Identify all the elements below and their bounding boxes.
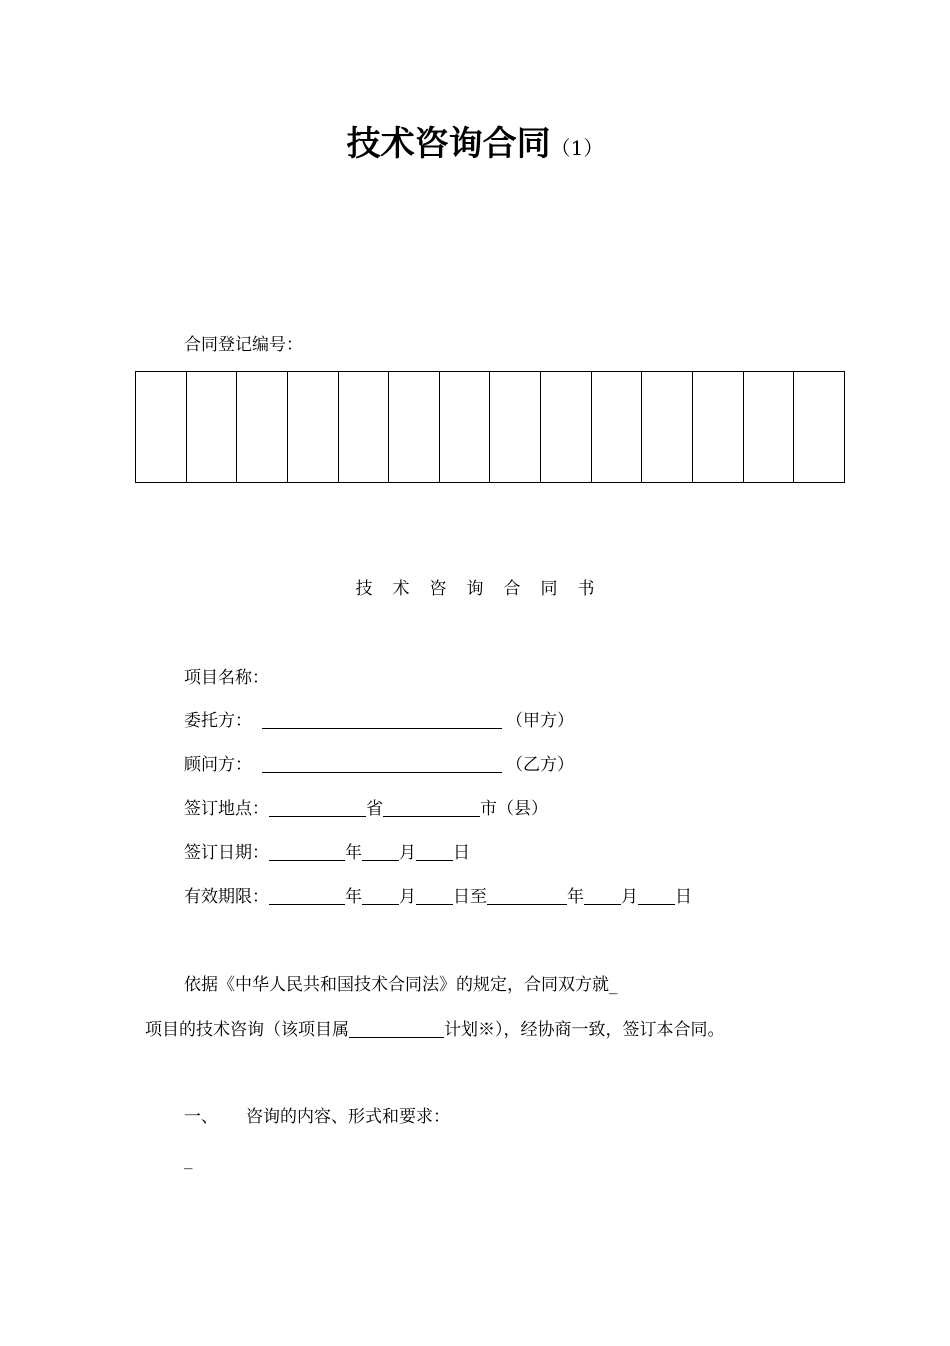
validity-term-field	[184, 882, 692, 907]
registration-digit-box[interactable]	[187, 372, 238, 482]
date-month-text: 月	[399, 843, 416, 863]
registration-digit-box[interactable]	[490, 372, 541, 482]
signing-place-field	[184, 794, 548, 819]
title-main: 技术咨询合同	[346, 124, 551, 164]
registration-digit-box[interactable]	[642, 372, 693, 482]
city-blank[interactable]	[383, 799, 480, 817]
section-heading-1	[184, 1102, 450, 1127]
term-day-to-text: 日至	[453, 887, 487, 907]
preamble-line-2	[145, 1015, 725, 1040]
document-subtitle: 技术咨询合同书	[355, 579, 615, 599]
consultant-blank[interactable]	[262, 755, 502, 773]
preamble-suffix: 计划※），经协商一致，签订本合同。	[444, 1020, 725, 1040]
term-year-blank[interactable]	[269, 887, 345, 905]
registration-digit-box[interactable]	[339, 372, 390, 482]
consultant-field	[184, 750, 574, 775]
validity-term-label: 有效期限：	[184, 887, 269, 907]
term-day-blank[interactable]	[416, 887, 453, 905]
preamble-line-1: 依据《中华人民共和国技术合同法》的规定，合同双方就_	[184, 975, 618, 995]
client-role: （甲方）	[506, 711, 574, 731]
term-month2-blank[interactable]	[584, 887, 621, 905]
preamble-prefix: 项目的技术咨询（该项目属	[145, 1020, 349, 1040]
signing-place-label: 签订地点：	[184, 799, 269, 819]
city-text: 市（县）	[480, 799, 548, 819]
registration-digit-box[interactable]	[744, 372, 795, 482]
signing-date-field	[184, 838, 470, 863]
term-year2-text: 年	[567, 887, 584, 907]
signing-date-label: 签订日期：	[184, 843, 269, 863]
registration-digit-box[interactable]	[440, 372, 491, 482]
trailing-underscore: _	[184, 1150, 193, 1170]
client-blank[interactable]	[262, 711, 502, 729]
province-blank[interactable]	[269, 799, 366, 817]
consultant-role: （乙方）	[506, 755, 574, 775]
term-month-blank[interactable]	[362, 887, 399, 905]
registration-digit-box[interactable]	[237, 372, 288, 482]
title-suffix: （1）	[550, 136, 604, 160]
section-title: 咨询的内容、形式和要求：	[246, 1107, 450, 1127]
project-name-label: 项目名称：	[184, 668, 269, 688]
section-number: 一、	[184, 1107, 218, 1127]
registration-digit-box[interactable]	[592, 372, 643, 482]
registration-digit-box[interactable]	[541, 372, 592, 482]
term-month-text: 月	[399, 887, 416, 907]
province-text: 省	[366, 799, 383, 819]
date-year-blank[interactable]	[269, 843, 345, 861]
registration-digit-box[interactable]	[794, 372, 845, 482]
registration-digit-box[interactable]	[288, 372, 339, 482]
registration-digit-box[interactable]	[693, 372, 744, 482]
date-month-blank[interactable]	[362, 843, 399, 861]
registration-digit-box[interactable]	[389, 372, 440, 482]
project-name-field	[184, 663, 269, 688]
document-title	[0, 116, 950, 165]
date-day-blank[interactable]	[416, 843, 453, 861]
term-month2-text: 月	[621, 887, 638, 907]
registration-digit-box[interactable]	[136, 372, 187, 482]
registration-number-label: 合同登记编号：	[184, 335, 303, 355]
registration-number-boxes	[135, 371, 845, 483]
date-year-text: 年	[345, 843, 362, 863]
plan-blank[interactable]	[349, 1020, 444, 1038]
term-year2-blank[interactable]	[487, 887, 567, 905]
term-day2-blank[interactable]	[638, 887, 675, 905]
term-day2-text: 日	[675, 887, 692, 907]
client-field	[184, 706, 574, 731]
consultant-label: 顾问方：	[184, 755, 252, 775]
client-label: 委托方：	[184, 711, 252, 731]
term-year-text: 年	[345, 887, 362, 907]
date-day-text: 日	[453, 843, 470, 863]
